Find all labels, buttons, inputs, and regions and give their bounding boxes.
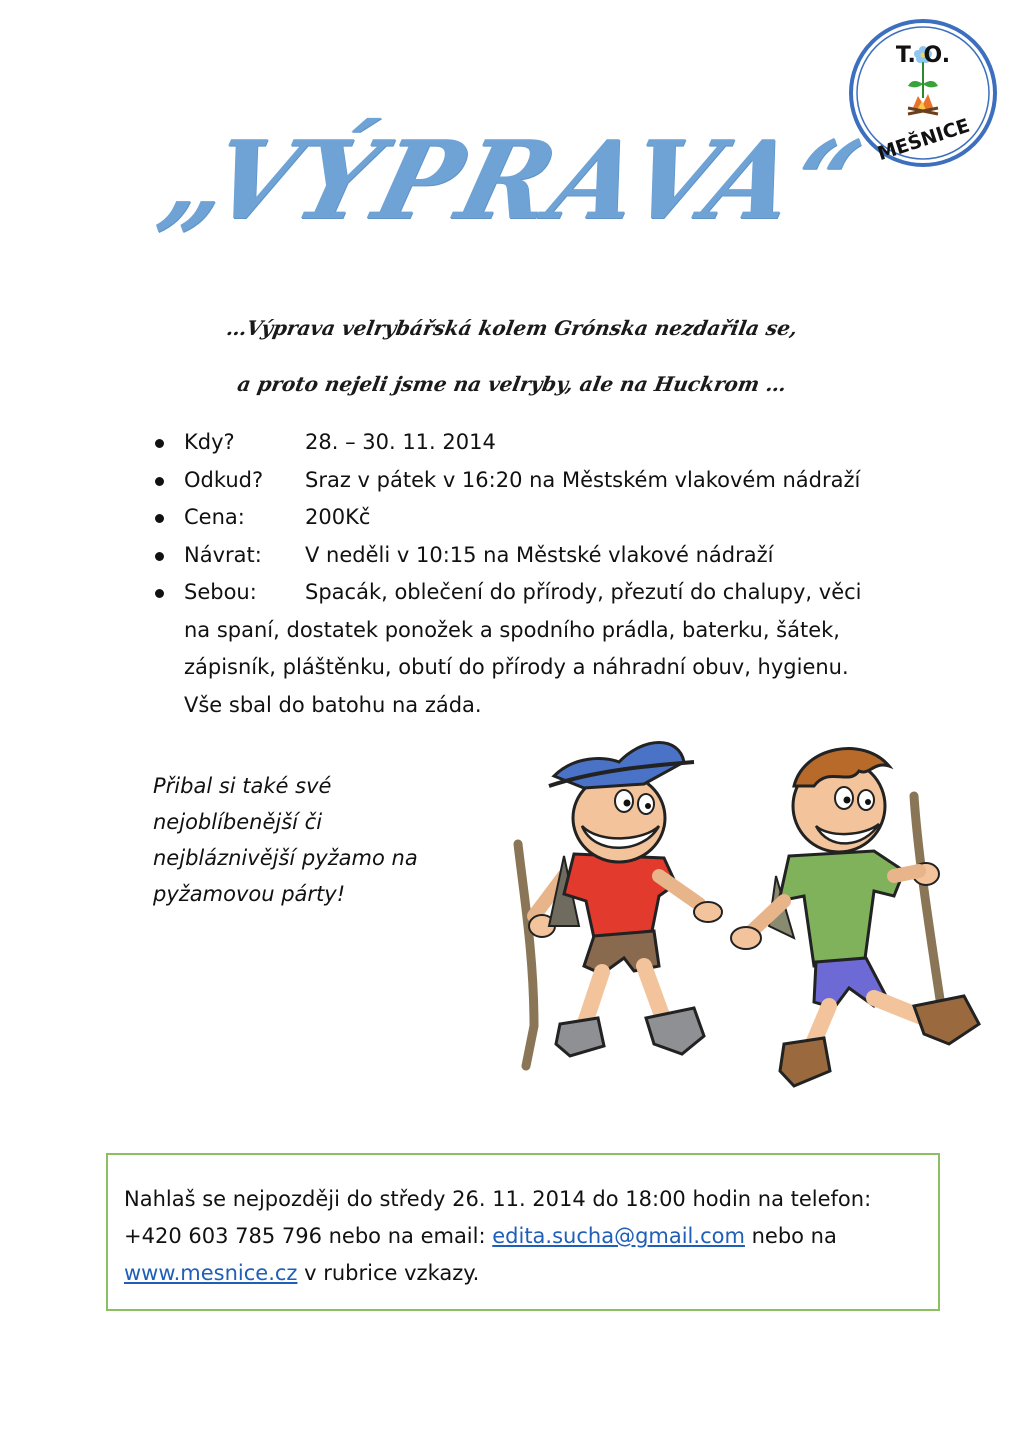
contact-line-2: [124, 1218, 898, 1255]
info-list: [152, 424, 912, 724]
info-value: Sraz v pátek v 16:20 na Městském vlakovém nádraží: [305, 467, 861, 492]
hiker-with-hat: [518, 743, 722, 1067]
info-item-price: [152, 499, 912, 537]
email-link[interactable]: edita.sucha@gmail.com: [492, 1224, 745, 1248]
logo-top-text: T. O.: [895, 43, 951, 68]
info-item-return: [152, 537, 912, 575]
info-value: Spacák, oblečení do přírody, přezutí do chalupy, věci: [305, 580, 862, 604]
note-line: nejoblíbenější či: [153, 810, 323, 834]
page-title: „VÝPRAVA“: [149, 118, 875, 244]
info-item-when: [152, 424, 912, 462]
info-item-from: [152, 462, 912, 500]
website-link[interactable]: www.mesnice.cz: [124, 1261, 298, 1285]
contact-line-2-suffix: nebo na: [744, 1224, 837, 1248]
info-label: Cena:: [184, 505, 245, 529]
info-label: Kdy?: [184, 430, 235, 454]
info-value: 200Kč: [305, 505, 371, 529]
subtitle-line-1: …Výprava velrybářská kolem Grónska nezdařila se,: [224, 316, 800, 340]
hikers-illustration: [494, 726, 984, 1110]
pajama-note: [153, 768, 473, 912]
info-continuation: zápisník, pláštěnku, obutí do přírody a náhradní obuv, hygienu.: [184, 655, 849, 679]
contact-line-3-suffix: v rubrice vzkazy.: [297, 1261, 480, 1285]
contact-box: [106, 1153, 940, 1311]
note-line: pyžamovou párty!: [153, 882, 346, 906]
hiker-green-shirt: [731, 749, 979, 1086]
info-continuation: na spaní, dostatek ponožek a spodního prádla, baterku, šátek,: [184, 617, 840, 642]
contact-phone-text: +420 603 785 796 nebo na email:: [124, 1224, 493, 1248]
info-label: Návrat:: [184, 542, 262, 567]
contact-line-1: Nahlaš se nejpozději do středy 26. 11. 2014 do 18:00 hodin na telefon:: [124, 1187, 872, 1211]
subtitle-line-2: a proto nejeli jsme na velryby, ale na Huckrom …: [235, 372, 789, 396]
info-value: V neděli v 10:15 na Městské vlakové nádraží: [305, 542, 774, 567]
info-label: Odkud?: [184, 467, 264, 492]
contact-line-3: [124, 1255, 898, 1292]
note-line: Přibal si také své: [153, 774, 332, 798]
logo-bottom-text: MEŠNICE: [874, 114, 973, 166]
info-label: Sebou:: [184, 580, 257, 604]
info-item-pack: [152, 574, 912, 724]
info-value: 28. – 30. 11. 2014: [305, 430, 496, 454]
info-continuation: Vše sbal do batohu na záda.: [184, 692, 482, 717]
note-line: nejbláznivější pyžamo na: [153, 846, 418, 870]
